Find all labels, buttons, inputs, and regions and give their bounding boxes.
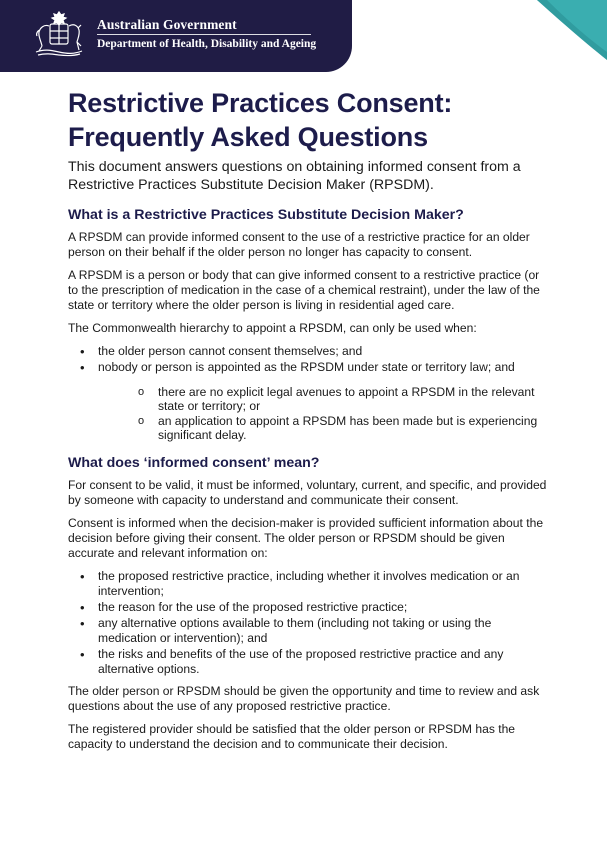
paragraph: The registered provider should be satisfied that the older person or RPSDM has the capacity to understand the decision and to communicate their decision. xyxy=(68,722,516,751)
list-item xyxy=(68,360,550,442)
section-heading-informed-consent: What does ‘informed consent’ mean? xyxy=(68,455,320,471)
list-item: • the proposed restrictive practice, including whether it involves medication or an intervention; xyxy=(68,569,550,599)
government-name: Australian Government xyxy=(97,17,237,32)
title-line-1: Restrictive Practices Consent: xyxy=(68,88,453,118)
paragraph: A RPSDM is a person or body that can give informed consent to a restrictive practice (or to the prescription of medication in the case of a chemical restraint), under the law of the state or territory where the older person is living in residential aged care. xyxy=(68,268,540,312)
sub-list-item: o an application to appoint a RPSDM has been made but is experiencing significant delay. xyxy=(128,414,550,442)
australian-coat-of-arms-icon xyxy=(30,8,88,60)
list-item: • the risks and benefits of the use of the proposed restrictive practice and any alternative options. xyxy=(68,647,550,677)
title-line-2: Frequently Asked Questions xyxy=(68,122,428,152)
paragraph: A RPSDM can provide informed consent to the use of a restrictive practice for an older person on their behalf if the older person no longer has capacity to consent. xyxy=(68,230,530,259)
section-heading-rpsdm: What is a Restrictive Practices Substitute Decision Maker? xyxy=(68,207,464,223)
corner-swoosh-graphic xyxy=(497,0,607,90)
list-item: • the reason for the use of the proposed restrictive practice; xyxy=(68,600,550,615)
paragraph: The Commonwealth hierarchy to appoint a RPSDM, can only be used when: xyxy=(68,321,477,335)
bullet-list xyxy=(68,344,550,442)
sub-list-item: o there are no explicit legal avenues to appoint a RPSDM in the relevant state or territory; or xyxy=(128,385,550,413)
paragraph: Consent is informed when the decision-maker is provided sufficient information about the decision before giving their consent. The older person or RPSDM should be given accurate and relevant information on: xyxy=(68,516,544,560)
paragraph: The older person or RPSDM should be given the opportunity and time to review and ask questions about the use of any proposed restrictive practice. xyxy=(68,684,540,713)
list-item: • any alternative options available to them (including not taking or using the medication or intervention); and xyxy=(68,616,550,646)
document-body xyxy=(68,86,550,760)
department-name: Department of Health, Disability and Ageing xyxy=(97,38,317,50)
page-title xyxy=(68,86,550,154)
intro-paragraph: This document answers questions on obtaining informed consent from a Restrictive Practices Substitute Decision Maker (RPSDM). xyxy=(68,159,521,193)
government-header-band xyxy=(0,0,352,72)
list-item: • the older person cannot consent themselves; and xyxy=(68,344,550,359)
bullet-list xyxy=(68,569,550,677)
sub-bullet-list xyxy=(98,385,550,442)
header-divider xyxy=(97,34,311,35)
list-item-text: nobody or person is appointed as the RPSDM under state or territory law; and xyxy=(98,360,515,374)
paragraph: For consent to be valid, it must be informed, voluntary, current, and specific, and provided by someone with capacity to understand and communicate their consent. xyxy=(68,478,547,507)
